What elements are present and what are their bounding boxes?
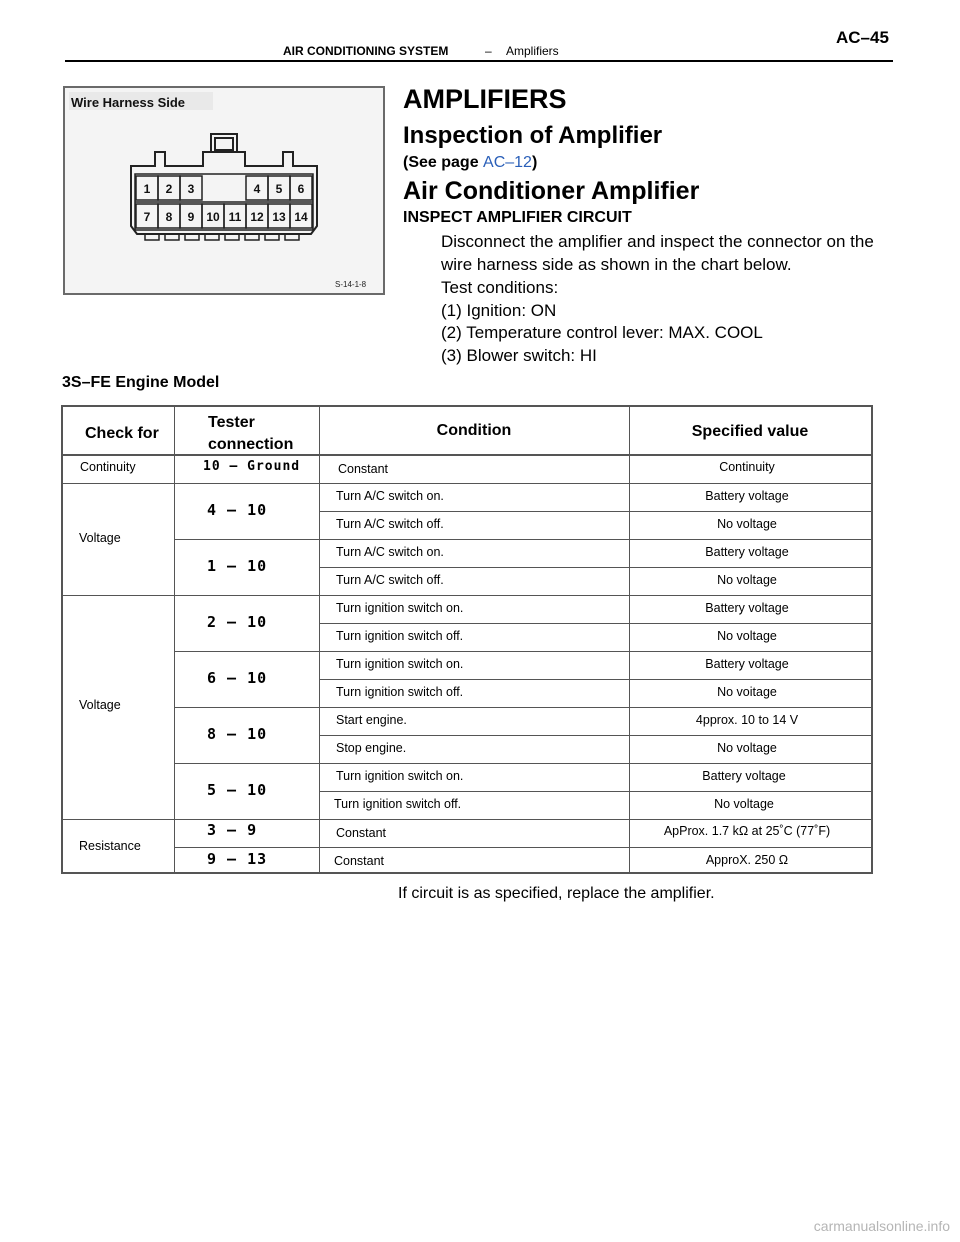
connector-pin-label: 13	[272, 210, 286, 224]
see-page-link[interactable]: AC–12	[483, 154, 532, 171]
tester-connection: 9 — 13	[207, 850, 268, 868]
connector-pin-label: 9	[187, 210, 195, 224]
connector-diagram	[65, 88, 383, 293]
see-page-reference	[403, 154, 537, 172]
see-page-suffix: )	[531, 154, 538, 171]
tester-connection: 1 — 10	[207, 557, 268, 575]
connector-latch	[215, 138, 233, 150]
condition-cell: Constant	[334, 854, 385, 868]
specified-value-cell: 4pprox. 10 to 14 V	[695, 713, 799, 727]
specified-value-cell: No voltage	[717, 741, 777, 755]
figure-title: Wire Harness Side	[71, 95, 186, 110]
specified-value-cell: Continuity	[719, 460, 775, 474]
paragraph-line: (3) Blower switch: HI	[441, 346, 597, 365]
header-connection: connection	[208, 436, 294, 453]
check-for-resistance: Resistance	[79, 839, 141, 853]
footer-note: If circuit is as specified, replace the amplifier.	[398, 885, 715, 902]
connector-pin-label: 8	[165, 210, 173, 224]
connector-pin-label: 1	[143, 182, 151, 196]
specified-value-cell: Battery voltage	[705, 657, 789, 671]
specified-value-cell: Battery voltage	[705, 489, 789, 503]
header-subsection-title: Amplifiers	[506, 44, 559, 58]
page-subtitle: Inspection of Amplifier	[403, 122, 663, 149]
paragraph-line: Test conditions:	[441, 278, 559, 297]
connector-pin-label: 12	[250, 210, 264, 224]
connector-pin-label: 11	[228, 210, 242, 224]
page-title: AMPLIFIERS	[403, 84, 567, 114]
specified-value-cell: No voitage	[717, 685, 777, 699]
specified-value-cell: ApProx. 1.7 kΩ at 25˚C (77˚F)	[663, 824, 831, 838]
inspection-table	[61, 405, 873, 874]
connector-pin-label: 3	[187, 182, 195, 196]
condition-cell: Turn ignition switch off.	[336, 629, 464, 643]
figure-code: S-14-1-8	[335, 280, 367, 289]
connector-pin-label: 4	[253, 182, 261, 196]
specified-value-cell: ApproX. 250 Ω	[705, 853, 789, 867]
connector-pin-label: 10	[206, 210, 220, 224]
condition-cell: Turn ignition switch off.	[334, 797, 462, 811]
specified-value-cell: Battery voltage	[702, 769, 786, 783]
header-tester: Tester	[208, 414, 255, 431]
check-for-continuity: Continuity	[80, 460, 136, 474]
watermark: carmanualsonline.info	[813, 1218, 950, 1234]
page-number: AC–45	[836, 28, 889, 47]
tester-connection: 3 — 9	[207, 821, 258, 839]
tester-connection: 6 — 10	[207, 669, 268, 687]
condition-cell: Constant	[338, 462, 389, 476]
specified-value-cell: No voltage	[717, 517, 777, 531]
header-section-title: AIR CONDITIONING SYSTEM	[283, 44, 449, 58]
tester-connection: 8 — 10	[207, 725, 268, 743]
condition-cell: Stop engine.	[336, 741, 407, 755]
specified-value-cell: Battery voltage	[705, 545, 789, 559]
connector-pin-label: 14	[294, 210, 308, 224]
section-heading: Air Conditioner Amplifier	[403, 177, 700, 205]
header-separator: –	[485, 44, 492, 58]
header-specified-value: Specified value	[691, 423, 809, 440]
condition-cell: Turn A/C switch on.	[336, 545, 444, 559]
paragraph-line: wire harness side as shown in the chart below.	[441, 255, 792, 274]
wire-harness-figure	[63, 86, 385, 295]
condition-cell: Turn ignition switch on.	[336, 657, 464, 671]
tester-connection: 2 — 10	[207, 613, 268, 631]
specified-value-cell: No voltage	[717, 573, 777, 587]
step-heading: INSPECT AMPLIFIER CIRCUIT	[403, 209, 632, 226]
tester-connection: 4 — 10	[207, 501, 268, 519]
specified-value-cell: No voltage	[717, 629, 777, 643]
connector-pin-label: 6	[297, 182, 305, 196]
condition-cell: Turn ignition switch off.	[336, 685, 464, 699]
condition-cell: Turn A/C switch off.	[336, 573, 444, 587]
check-for-voltage: Voltage	[79, 531, 121, 545]
paragraph-line: Disconnect the amplifier and inspect the connector on the	[441, 232, 874, 251]
header-rule	[65, 60, 893, 62]
specified-value-cell: No voltage	[714, 797, 774, 811]
specified-value-cell: Battery voltage	[705, 601, 789, 615]
paragraph-line: (2) Temperature control lever: MAX. COOL	[441, 323, 763, 342]
connector-pin-label: 7	[143, 210, 151, 224]
condition-cell: Start engine.	[336, 713, 407, 727]
condition-cell: Turn ignition switch on.	[336, 769, 464, 783]
paragraph-line: (1) Ignition: ON	[441, 301, 557, 320]
tester-connection: 5 — 10	[207, 781, 268, 799]
condition-cell: Turn ignition switch on.	[336, 601, 464, 615]
condition-cell: Turn A/C switch off.	[336, 517, 444, 531]
header-check-for: Check for	[85, 425, 159, 442]
connector-pin-label: 2	[165, 182, 173, 196]
check-for-voltage: Voltage	[79, 698, 121, 712]
engine-model-label: 3S–FE Engine Model	[62, 374, 220, 391]
see-page-prefix: (See page	[403, 154, 484, 171]
condition-cell: Constant	[336, 826, 387, 840]
tester-connection: 10 — Ground	[203, 459, 301, 474]
connector-pin-label: 5	[275, 182, 283, 196]
condition-cell: Turn A/C switch on.	[336, 489, 444, 503]
header-condition: Condition	[436, 422, 512, 439]
